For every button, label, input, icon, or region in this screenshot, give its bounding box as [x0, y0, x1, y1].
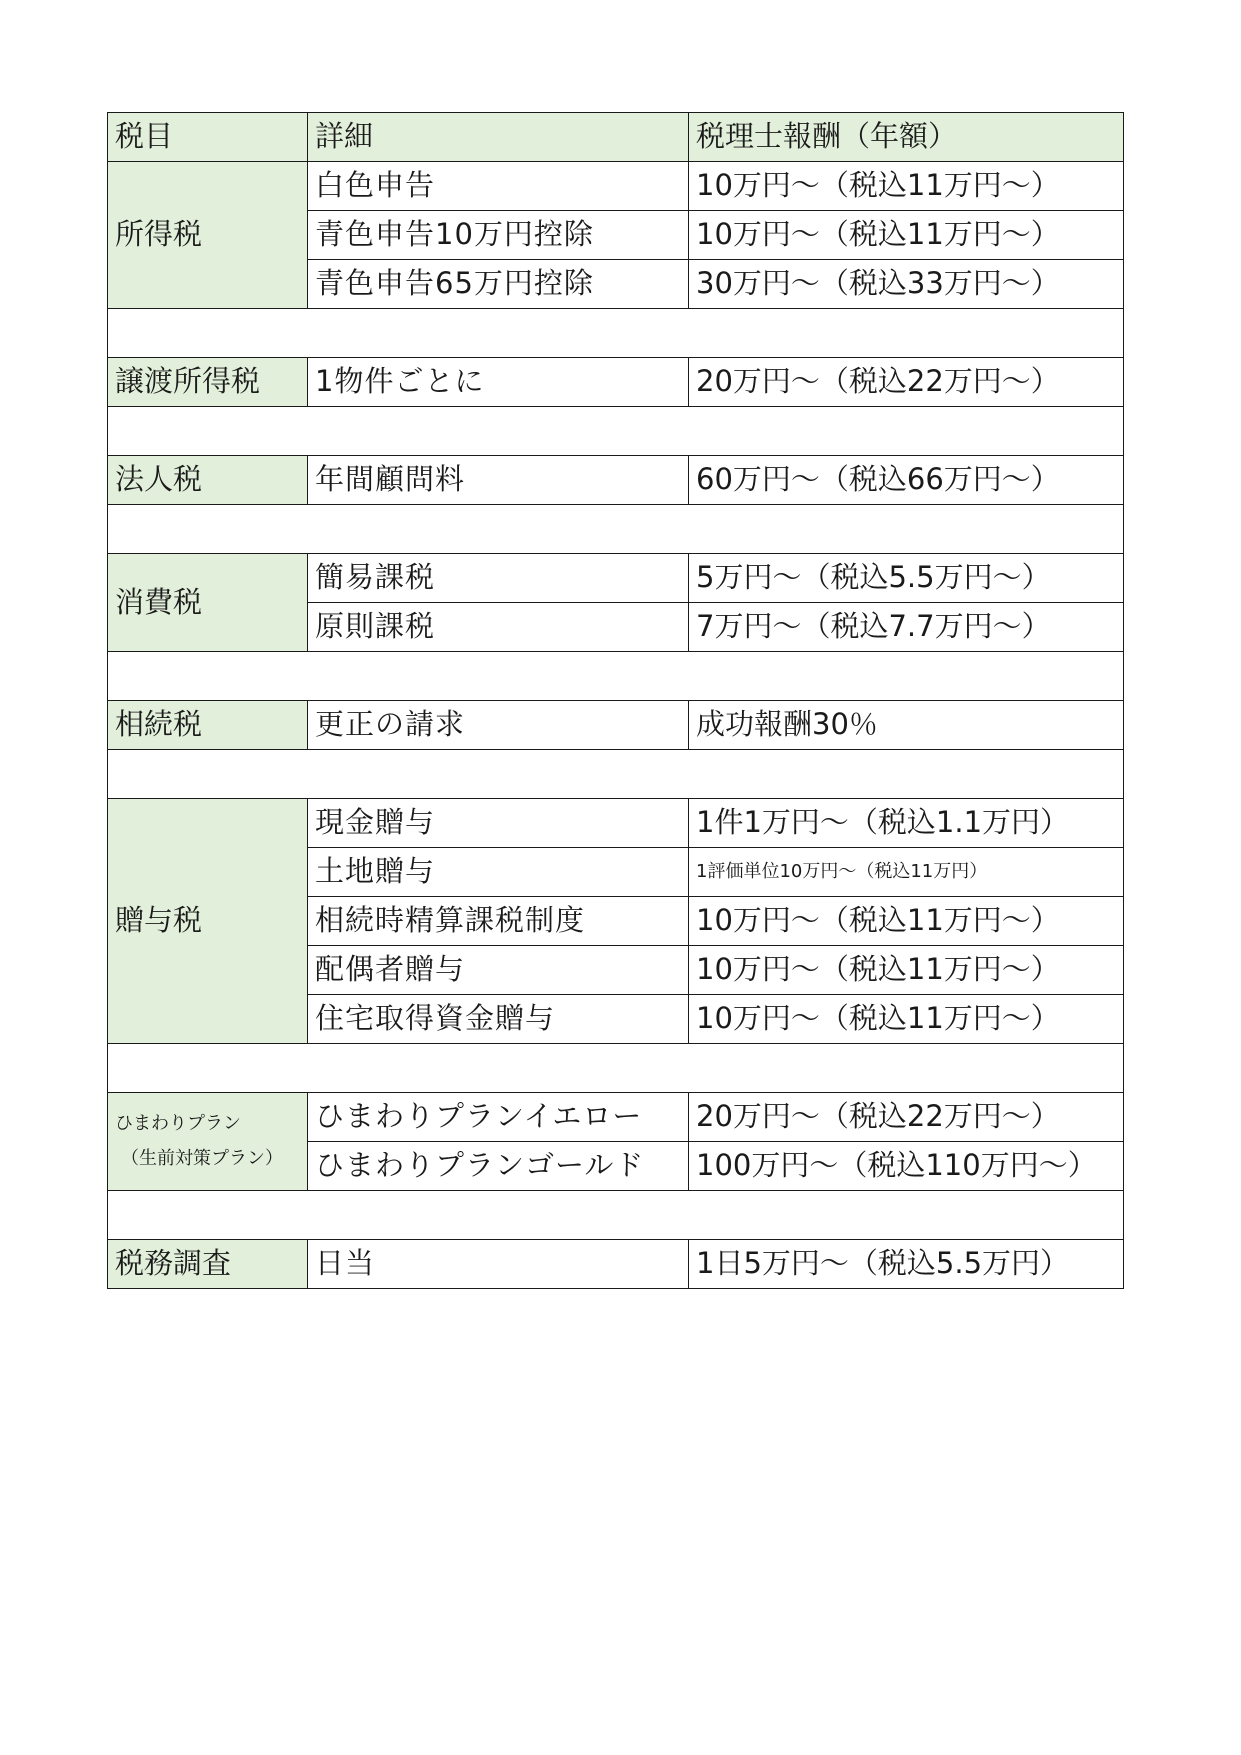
tax-label-inheritance: 相続税 [108, 701, 308, 750]
spacer-row [108, 1044, 1124, 1093]
plan-label-line2: （生前対策プラン） [121, 1147, 283, 1169]
fee-cell: 10万円～（税込11万円～） [689, 162, 1124, 211]
fee-cell: 10万円～（税込11万円～） [689, 211, 1124, 260]
spacer-row [108, 407, 1124, 456]
table-row [108, 799, 1124, 848]
fee-cell: 30万円～（税込33万円～） [689, 260, 1124, 309]
spacer-row [108, 505, 1124, 554]
spacer-row [108, 309, 1124, 358]
fee-cell: 1日5万円～（税込5.5万円） [689, 1240, 1124, 1289]
header-row [108, 113, 1124, 162]
detail-cell: 日当 [308, 1240, 689, 1289]
fee-cell: 10万円～（税込11万円～） [689, 946, 1124, 995]
table-row [108, 1240, 1124, 1289]
fee-cell: 1評価単位10万円～（税込11万円） [689, 848, 1124, 897]
fee-cell: 成功報酬30％ [689, 701, 1124, 750]
tax-label-himawari-plan [108, 1093, 308, 1191]
spacer-row [108, 1191, 1124, 1240]
detail-cell: 配偶者贈与 [308, 946, 689, 995]
fee-cell: 20万円～（税込22万円～） [689, 1093, 1124, 1142]
spacer-cell [108, 652, 1124, 701]
detail-cell: 1物件ごとに [308, 358, 689, 407]
table-row [108, 358, 1124, 407]
fee-cell: 10万円～（税込11万円～） [689, 897, 1124, 946]
header-detail-cell: 詳細 [308, 113, 689, 162]
spacer-cell [108, 1191, 1124, 1240]
table-row [108, 701, 1124, 750]
detail-cell: 現金贈与 [308, 799, 689, 848]
fee-cell: 20万円～（税込22万円～） [689, 358, 1124, 407]
plan-label-line1: ひまわりプラン [115, 1113, 241, 1135]
tax-label-corporate: 法人税 [108, 456, 308, 505]
tax-fee-table [107, 112, 1124, 1289]
detail-cell: 更正の請求 [308, 701, 689, 750]
tax-label-gift: 贈与税 [108, 799, 308, 1044]
spacer-cell [108, 309, 1124, 358]
tax-label-audit: 税務調査 [108, 1240, 308, 1289]
tax-label-consumption: 消費税 [108, 554, 308, 652]
tax-label-transfer: 譲渡所得税 [108, 358, 308, 407]
header-tax-cell: 税目 [108, 113, 308, 162]
detail-cell: 簡易課税 [308, 554, 689, 603]
fee-cell: 10万円～（税込11万円～） [689, 995, 1124, 1044]
spacer-row [108, 750, 1124, 799]
fee-cell: 60万円～（税込66万円～） [689, 456, 1124, 505]
detail-cell: ひまわりプランイエロー [308, 1093, 689, 1142]
table-row [108, 162, 1124, 211]
detail-cell: 土地贈与 [308, 848, 689, 897]
detail-cell: 青色申告65万円控除 [308, 260, 689, 309]
detail-cell: 年間顧問料 [308, 456, 689, 505]
detail-cell: ひまわりプランゴールド [308, 1142, 689, 1191]
detail-cell: 相続時精算課税制度 [308, 897, 689, 946]
table-row [108, 456, 1124, 505]
spacer-cell [108, 407, 1124, 456]
detail-cell: 青色申告10万円控除 [308, 211, 689, 260]
spacer-cell [108, 750, 1124, 799]
detail-cell: 白色申告 [308, 162, 689, 211]
table-row [108, 1093, 1124, 1142]
fee-cell: 7万円～（税込7.7万円～） [689, 603, 1124, 652]
fee-cell: 5万円～（税込5.5万円～） [689, 554, 1124, 603]
fee-cell: 100万円～（税込110万円～） [689, 1142, 1124, 1191]
spacer-row [108, 652, 1124, 701]
spacer-cell [108, 505, 1124, 554]
fee-cell: 1件1万円～（税込1.1万円） [689, 799, 1124, 848]
detail-cell: 原則課税 [308, 603, 689, 652]
table-row [108, 554, 1124, 603]
tax-label-income: 所得税 [108, 162, 308, 309]
detail-cell: 住宅取得資金贈与 [308, 995, 689, 1044]
header-fee-cell: 税理士報酬（年額） [689, 113, 1124, 162]
spacer-cell [108, 1044, 1124, 1093]
